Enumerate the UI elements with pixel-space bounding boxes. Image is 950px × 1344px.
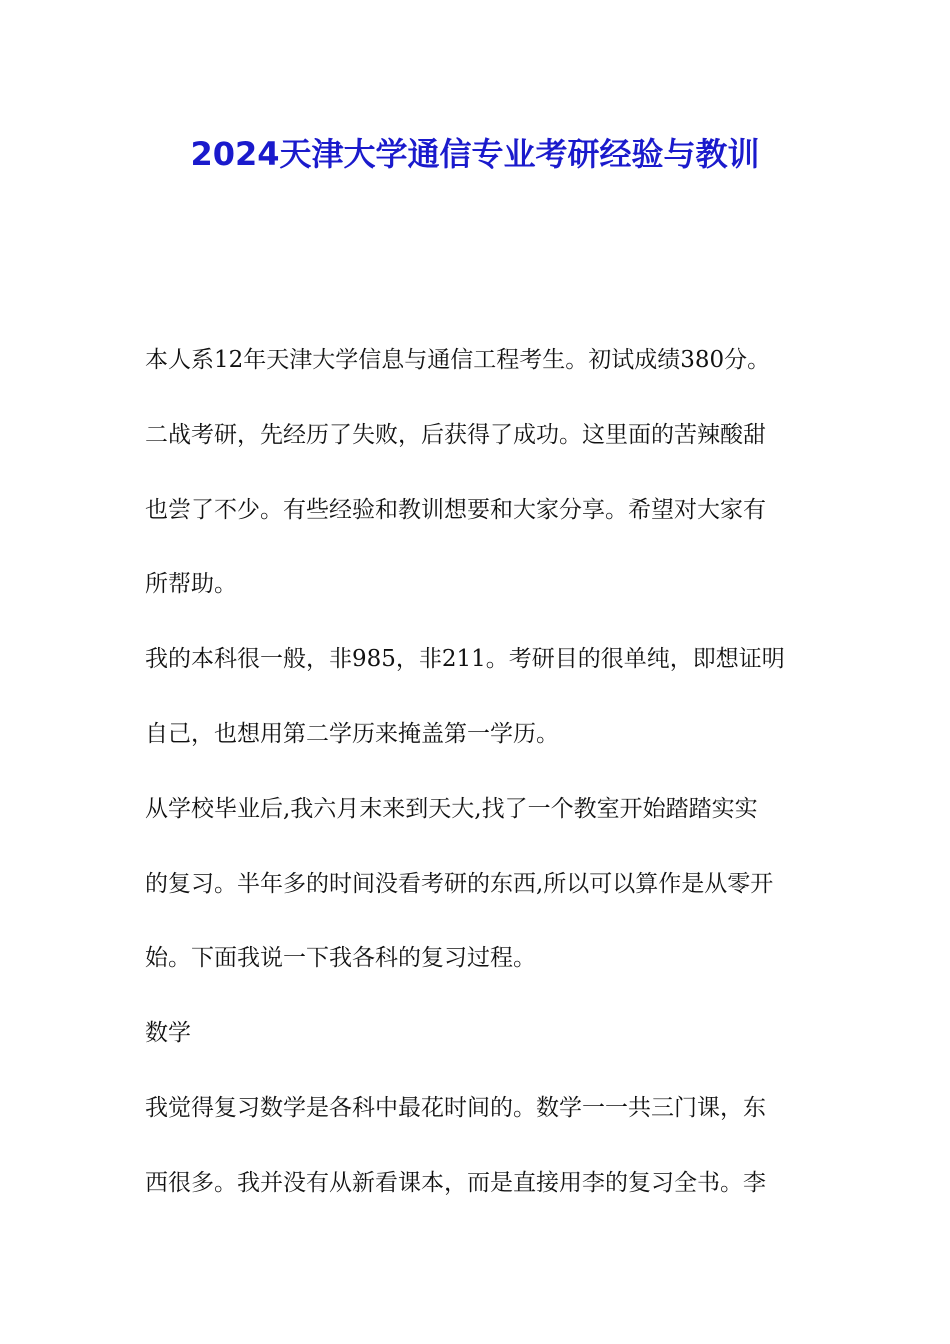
paragraph-line: 所帮助。 (145, 571, 237, 597)
section-heading-math: 数学 (145, 1020, 191, 1046)
paragraph-line: 从学校毕业后,我六月末来到天大,找了一个教室开始踏踏实实 (145, 796, 758, 822)
paragraph-line: 本人系12年天津大学信息与通信工程考生。初试成绩380分。 (145, 347, 771, 373)
paragraph-line: 也尝了不少。有些经验和教训想要和大家分享。希望对大家有 (145, 497, 766, 523)
paragraph-line: 我的本科很一般，非985，非211。考研目的很单纯，即想证明 (145, 646, 785, 672)
paragraph-line: 我觉得复习数学是各科中最花时间的。数学一一共三门课，东 (145, 1095, 766, 1121)
paragraph-line: 二战考研，先经历了失败，后获得了成功。这里面的苦辣酸甜 (145, 422, 766, 448)
document-title: 2024天津大学通信专业考研经验与教训 (190, 135, 760, 173)
paragraph-line: 西很多。我并没有从新看课本，而是直接用李的复习全书。李 (145, 1170, 766, 1196)
paragraph-line: 始。下面我说一下我各科的复习过程。 (145, 945, 536, 971)
paragraph-line: 的复习。半年多的时间没看考研的东西,所以可以算作是从零开 (145, 871, 774, 897)
paragraph-line: 自己，也想用第二学历来掩盖第一学历。 (145, 721, 559, 747)
